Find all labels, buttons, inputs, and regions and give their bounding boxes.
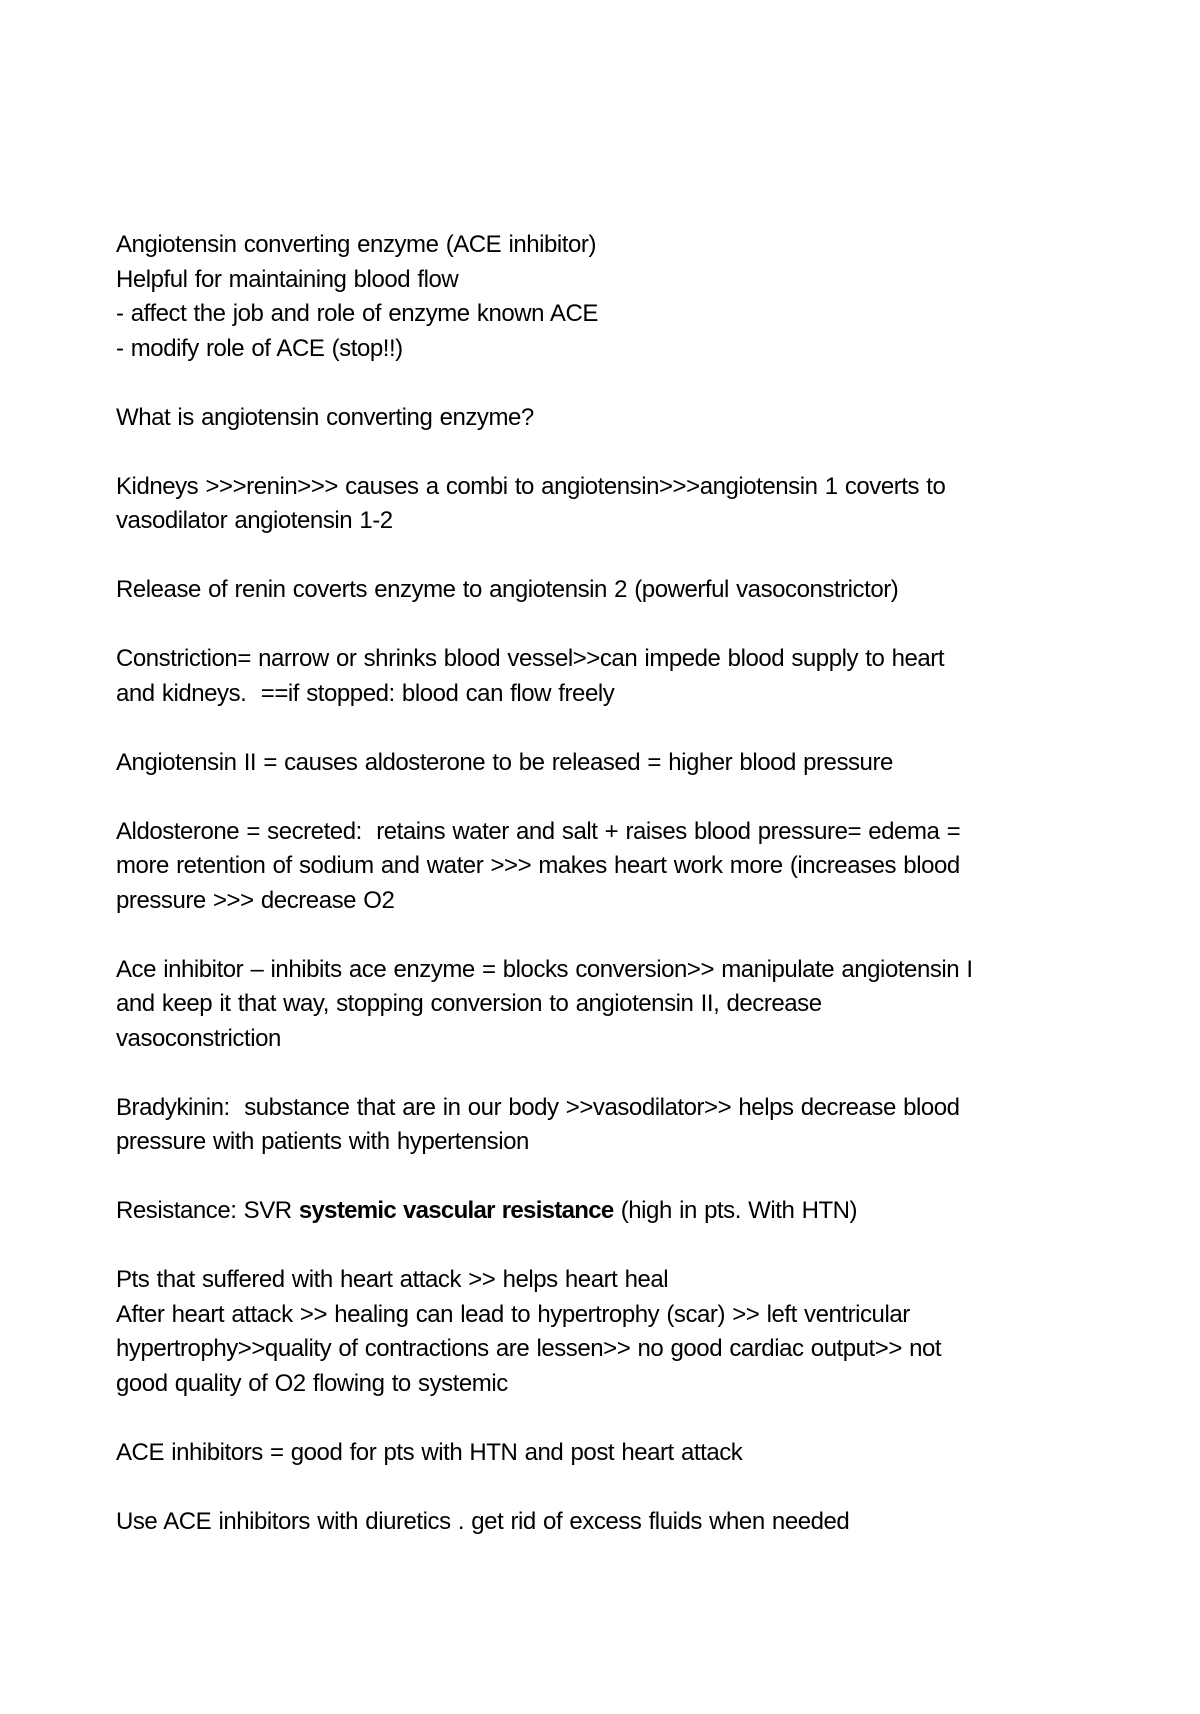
text-line: pressure with patients with hypertension bbox=[116, 1128, 529, 1155]
blank-line bbox=[116, 780, 1116, 815]
resistance-suffix: (high in pts. With HTN) bbox=[613, 1197, 858, 1224]
blank-line bbox=[116, 539, 1116, 574]
text-line: Ace inhibitor – inhibits ace enzyme = blocks conversion>> manipulate angiotensin I bbox=[116, 955, 973, 983]
text-line: Pts that suffered with heart attack >> helps heart heal bbox=[116, 1266, 669, 1293]
text-line: Release of renin coverts enzyme to angiotensin 2 (powerful vasoconstrictor) bbox=[116, 576, 899, 603]
blank-line bbox=[116, 711, 1116, 746]
blank-line bbox=[116, 918, 1116, 953]
resistance-prefix: Resistance: SVR bbox=[116, 1197, 299, 1224]
text-line: Use ACE inhibitors with diuretics . get rid of excess fluids when needed bbox=[116, 1507, 850, 1535]
text-line: - affect the job and role of enzyme known ACE bbox=[116, 300, 598, 327]
text-line: Angiotensin converting enzyme (ACE inhibitor) bbox=[116, 231, 596, 258]
text-line: Bradykinin: substance that are in our body >>vasodilator>> helps decrease blood bbox=[116, 1093, 960, 1121]
text-line: Aldosterone = secreted: retains water and salt + raises blood pressure= edema = bbox=[116, 817, 961, 845]
blank-line bbox=[116, 366, 1116, 401]
blank-line bbox=[116, 1229, 1116, 1264]
text-line: - modify role of ACE (stop!!) bbox=[116, 334, 403, 362]
text-line: vasoconstriction bbox=[116, 1024, 281, 1052]
text-line: After heart attack >> healing can lead to hypertrophy (scar) >> left ventricular bbox=[116, 1300, 910, 1328]
text-line: Kidneys >>>renin>>> causes a combi to angiotensin>>>angiotensin 1 coverts to bbox=[116, 472, 946, 500]
text-line: ACE inhibitors = good for pts with HTN and post heart attack bbox=[116, 1438, 743, 1466]
text-line: and keep it that way, stopping conversion to angiotensin II, decrease bbox=[116, 990, 822, 1017]
text-line: hypertrophy>>quality of contractions are lessen>> no good cardiac output>> not bbox=[116, 1335, 942, 1362]
document-body bbox=[116, 228, 1116, 1539]
resistance-bold-term: systemic vascular resistance bbox=[298, 1197, 614, 1224]
resistance-line bbox=[116, 1194, 1116, 1229]
text-line: What is angiotensin converting enzyme? bbox=[116, 403, 534, 431]
text-line: Constriction= narrow or shrinks blood vessel>>can impede blood supply to heart bbox=[116, 645, 945, 672]
blank-line bbox=[116, 1056, 1116, 1091]
text-line: good quality of O2 flowing to systemic bbox=[116, 1369, 508, 1397]
text-line: pressure >>> decrease O2 bbox=[116, 886, 395, 914]
blank-line bbox=[116, 1401, 1116, 1436]
blank-line bbox=[116, 435, 1116, 470]
text-line: and kidneys. ==if stopped: blood can flow freely bbox=[116, 679, 615, 707]
blank-line bbox=[116, 1470, 1116, 1505]
text-line: Helpful for maintaining blood flow bbox=[116, 265, 459, 293]
text-line: vasodilator angiotensin 1-2 bbox=[116, 507, 393, 534]
blank-line bbox=[116, 608, 1116, 643]
text-line: Angiotensin II = causes aldosterone to be released = higher blood pressure bbox=[116, 748, 893, 776]
text-line: more retention of sodium and water >>> makes heart work more (increases blood bbox=[116, 852, 960, 879]
blank-line bbox=[116, 1160, 1116, 1195]
